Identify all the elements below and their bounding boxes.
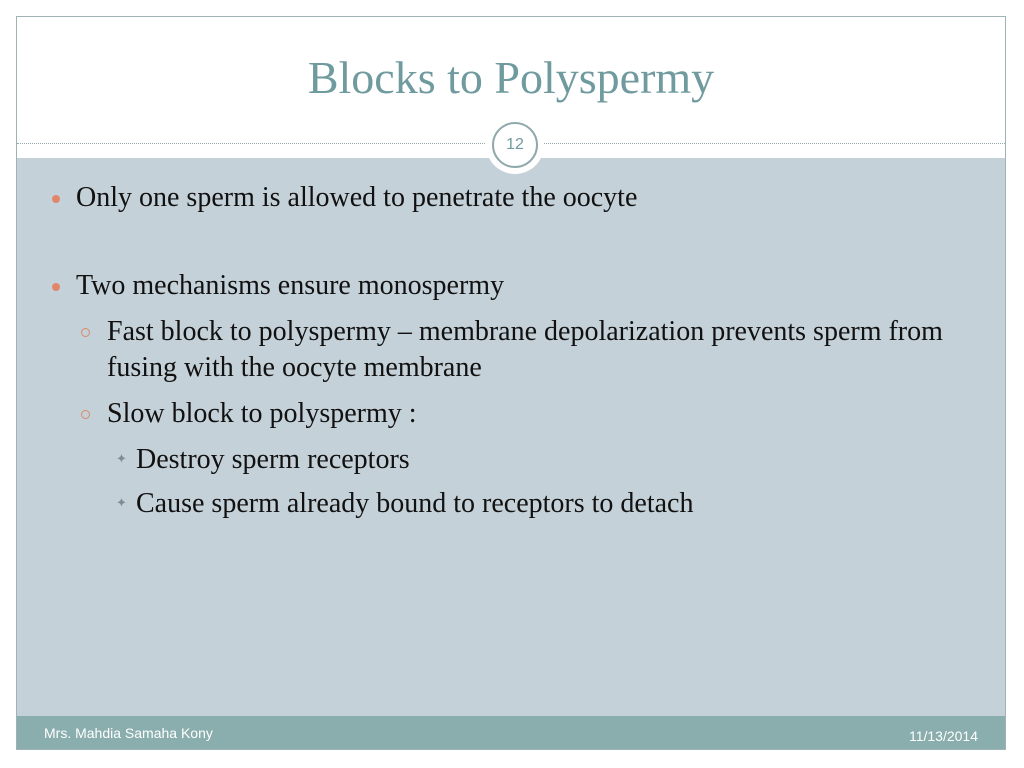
bullet-dot-icon	[52, 283, 60, 291]
bullet-star-icon: ✦	[116, 496, 127, 511]
slide-frame	[16, 16, 1006, 750]
footer-bar	[17, 716, 1005, 750]
slide-number: 12	[492, 122, 538, 168]
sub-sub-bullet-text: Destroy sperm receptors	[136, 444, 410, 475]
bullet-circle-icon	[81, 410, 90, 419]
footer-date: 11/13/2014	[908, 728, 978, 744]
bullet-dot-icon	[52, 195, 60, 203]
footer-author: Mrs. Mahdia Samaha Kony	[44, 725, 213, 741]
bullet-circle-icon	[81, 328, 90, 337]
sub-bullet-text: Fast block to polyspermy – membrane depolarization prevents sperm from fusing with the oocyte membrane	[107, 316, 943, 383]
content-area	[17, 158, 1005, 716]
bullet-text: Only one sperm is allowed to penetrate the oocyte	[76, 182, 638, 213]
bullet-star-icon: ✦	[116, 452, 127, 467]
sub-bullet-text: Slow block to polyspermy :	[107, 398, 417, 429]
bullet-text: Two mechanisms ensure monospermy	[76, 270, 505, 301]
slide-number-badge	[486, 116, 544, 174]
sub-sub-bullet-text: Cause sperm already bound to receptors to detach	[136, 488, 694, 519]
slide-title: Blocks to Polyspermy	[307, 52, 715, 103]
